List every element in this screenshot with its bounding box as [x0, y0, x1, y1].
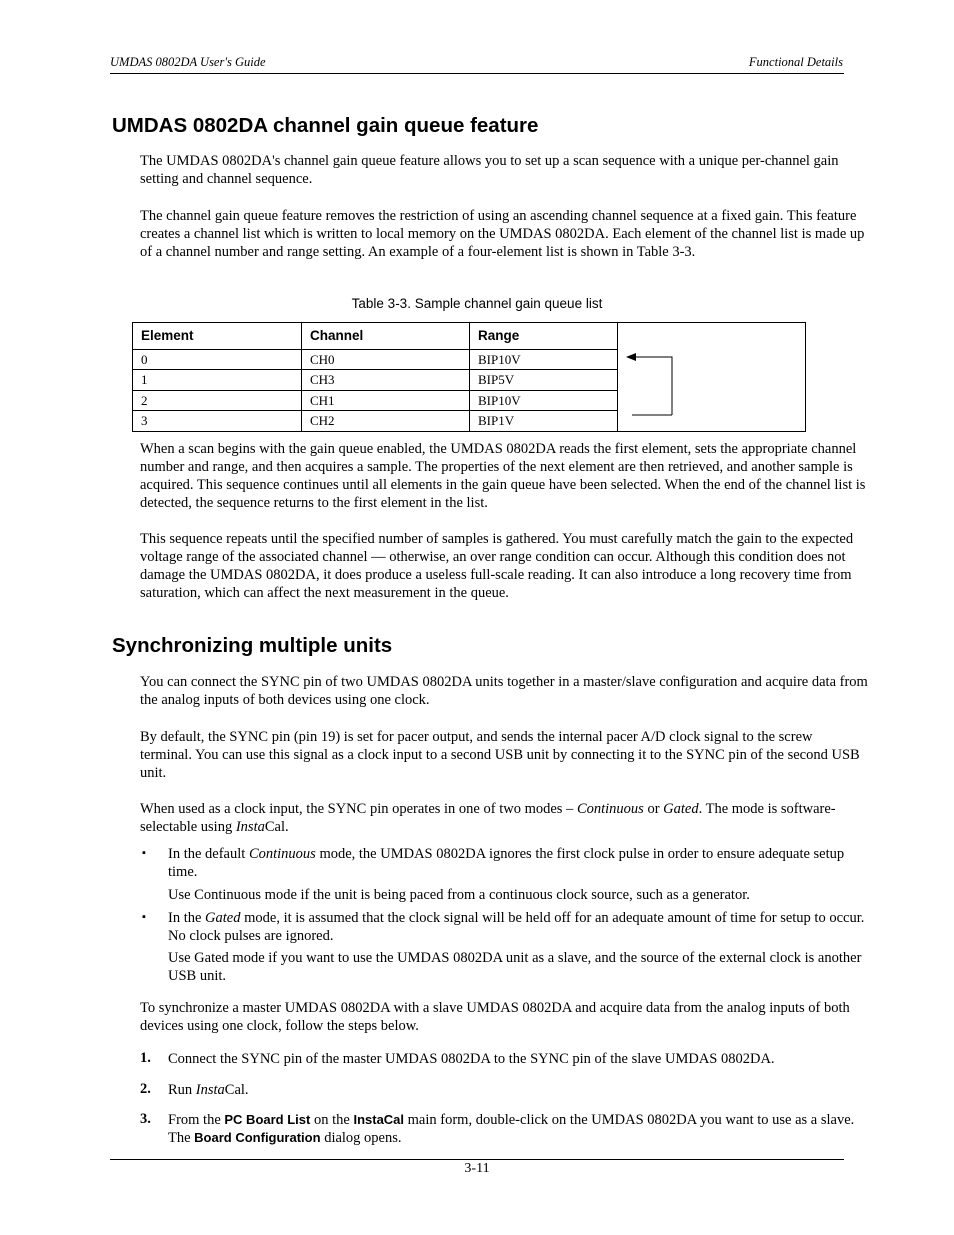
text-fragment: on the: [310, 1112, 354, 1128]
paragraph-sync-intro: You can connect the SYNC pin of two UMDAS 0802DA units together in a master/slave configuration and acquire data from the analog inputs of both devices using one clock.: [140, 674, 868, 708]
running-header-title: UMDAS 0802DA User's Guide: [110, 55, 266, 69]
emphasis-gated: Gated: [205, 910, 241, 926]
text-fragment: dialog opens.: [320, 1130, 402, 1146]
step-board-config: [168, 1111, 873, 1147]
text-fragment: mode, it is assumed that the clock signal will be held off for an adequate amount of time for setup to occur. No clock pulses are ignored.: [168, 910, 865, 944]
cell-element: 1: [133, 370, 302, 391]
cell-range: BIP5V: [470, 370, 618, 391]
section-heading-sync: Synchronizing multiple units: [112, 634, 393, 657]
paragraph-sequence-repeat: This sequence repeats until the specified number of samples is gathered. You must carefully match the gain to the expected voltage range of the associated channel ― otherwise, an over range condition can occur. Although this condition does not damage the UMDAS 0802DA, it does produce a useless full-scale reading. It can also introduce a long recovery time from saturation, which can affect the next measurement in the queue.: [140, 531, 854, 601]
step-number: 1.: [140, 1050, 151, 1066]
bullet-gated-note: Use Gated mode if you want to use the UMDAS 0802DA unit as a slave, and the source of the external clock is another USB unit.: [168, 950, 862, 984]
table-caption: Table 3-3. Sample channel gain queue list: [351, 296, 603, 311]
header-rule: [110, 73, 844, 74]
footer-rule: [110, 1159, 844, 1160]
paragraph-sync-default: By default, the SYNC pin (pin 19) is set for pacer output, and sends the internal pacer A/D clock signal to the screw terminal. You can use this signal as a clock input to a second USB unit by connecting it to the SYNC pin of the second USB unit.: [140, 729, 860, 781]
paragraph-sync-modes: [140, 800, 868, 836]
step-number: 2.: [140, 1081, 151, 1097]
ui-term-pc-board-list: PC Board List: [224, 1112, 311, 1127]
table-header-channel: Channel: [302, 323, 470, 350]
paragraph-gain-queue-intro: The UMDAS 0802DA's channel gain queue feature allows you to set up a scan sequence with a unique per-channel gain setting and channel sequence.: [140, 153, 839, 187]
gain-queue-table: [132, 322, 806, 432]
text-fragment: In the default: [168, 846, 249, 862]
bullet-continuous-mode: [168, 845, 873, 881]
cell-range: BIP10V: [470, 390, 618, 411]
cell-element: 2: [133, 390, 302, 411]
cell-range: BIP1V: [470, 411, 618, 432]
step-number: 3.: [140, 1111, 151, 1127]
emphasis-insta: Insta: [195, 1082, 225, 1098]
bullet-icon: ▪: [142, 911, 146, 923]
text-fragment: Cal.: [264, 819, 289, 835]
text-fragment: Cal.: [224, 1082, 249, 1098]
cell-channel: CH1: [302, 390, 470, 411]
paragraph-gain-queue-description: The channel gain queue feature removes the restriction of using an ascending channel sequence at a fixed gain. This feature creates a channel list which is written to local memory on the UMDAS 0802DA. Each element of the channel list is made up of a channel number and range setting. An example of a four-element list is shown in Table 3-3.: [140, 208, 865, 260]
text-fragment: When used as a clock input, the SYNC pin operates in one of two modes –: [140, 801, 577, 817]
step-run-instacal: [168, 1081, 873, 1099]
loop-back-arrow-icon: [626, 323, 797, 427]
bullet-continuous-note: Use Continuous mode if the unit is being paced from a continuous clock source, such as a generator.: [168, 887, 750, 903]
emphasis-gated: Gated: [663, 801, 699, 817]
text-fragment: . The mode is software-selectable using: [140, 801, 836, 835]
table-header-element: Element: [133, 323, 302, 350]
loop-arrow-cell: [618, 323, 806, 432]
text-fragment: From the: [168, 1112, 225, 1128]
running-header-section: Functional Details: [748, 55, 843, 69]
text-fragment: main form, double-click on the UMDAS 0802DA you want to use as a slave. The: [168, 1112, 855, 1146]
paragraph-scan-sequence: When a scan begins with the gain queue enabled, the UMDAS 0802DA reads the first element, sets the appropriate channel number and range, and then acquires a sample. The properties of the next element are then retrieved, and another sample is acquired. This sequence continues until all elements in the gain queue have been selected. When the end of the channel list is detected, the sequence returns to the first element in the list.: [140, 441, 866, 511]
cell-channel: CH2: [302, 411, 470, 432]
text-fragment: or: [643, 801, 664, 817]
cell-channel: CH3: [302, 370, 470, 391]
cell-channel: CH0: [302, 349, 470, 370]
text-fragment: Run: [168, 1082, 196, 1098]
section-heading-gain-queue: UMDAS 0802DA channel gain queue feature: [112, 114, 539, 137]
bullet-icon: ▪: [142, 847, 146, 859]
ui-term-instacal: InstaCal: [353, 1112, 405, 1127]
step-connect-sync: Connect the SYNC pin of the master UMDAS 0802DA to the SYNC pin of the slave UMDAS 0802DA.: [168, 1051, 775, 1067]
emphasis-insta: Insta: [235, 819, 265, 835]
emphasis-continuous: Continuous: [248, 846, 316, 862]
text-fragment: mode, the UMDAS 0802DA ignores the first clock pulse in order to ensure adequate setup time.: [168, 846, 845, 880]
table-header-row: [133, 323, 806, 350]
table-header-range: Range: [470, 323, 618, 350]
cell-element: 0: [133, 349, 302, 370]
cell-element: 3: [133, 411, 302, 432]
cell-range: BIP10V: [470, 349, 618, 370]
emphasis-continuous: Continuous: [576, 801, 644, 817]
paragraph-sync-steps-intro: To synchronize a master UMDAS 0802DA with a slave UMDAS 0802DA and acquire data from the analog inputs of both devices using one clock, follow the steps below.: [140, 1000, 850, 1034]
text-fragment: In the: [168, 910, 206, 926]
page-number: 3-11: [464, 1161, 490, 1176]
bullet-gated-mode: [168, 909, 873, 945]
ui-term-board-configuration: Board Configuration: [194, 1130, 321, 1145]
